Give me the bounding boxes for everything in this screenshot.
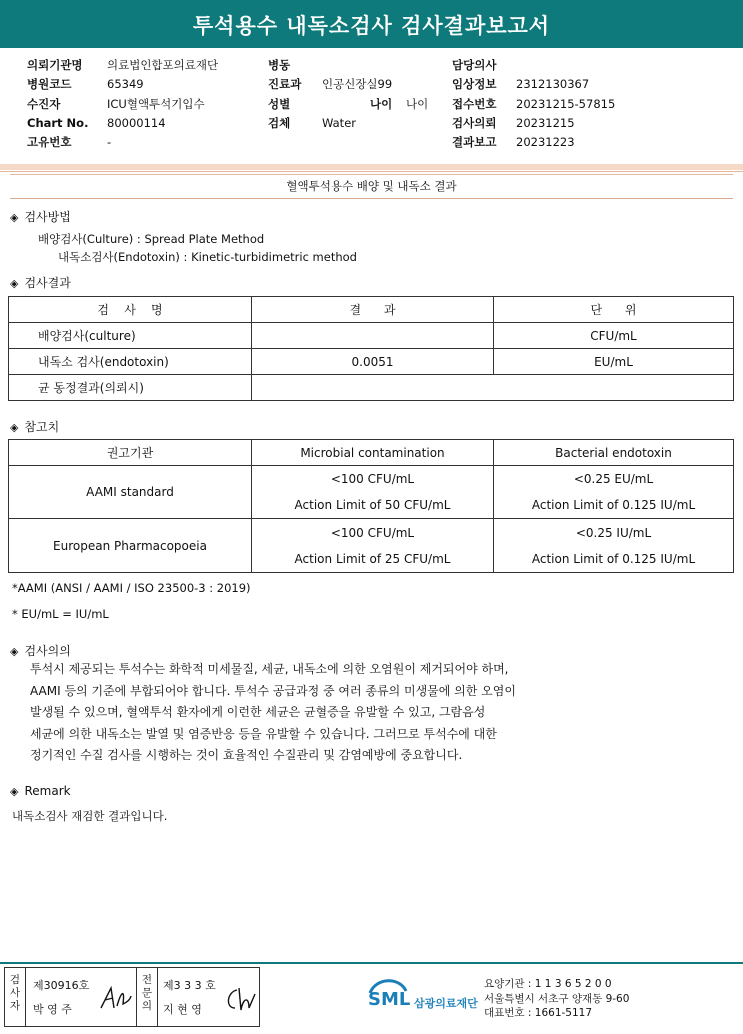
- result-value: [252, 375, 734, 401]
- header-value: 20231215-57815: [516, 96, 616, 111]
- age-value: 나이: [406, 96, 429, 111]
- header-label: 검체: [268, 115, 291, 130]
- remark-text: 내독소검사 재검한 결과입니다.: [12, 809, 168, 823]
- diamond-icon: ◈: [10, 421, 19, 434]
- reference-col-header: 권고기관: [9, 440, 252, 466]
- meaning-line: 투석시 제공되는 투석수는 화학적 미세물질, 세균, 내독소에 의한 오염원이 제거되어야 하며,: [30, 662, 509, 676]
- confirm-license: 제3 3 3 호: [163, 979, 216, 992]
- header-label: 접수번호: [452, 96, 497, 111]
- meaning-paragraph: [30, 659, 516, 767]
- method-heading: ◈ 검사방법: [10, 210, 71, 224]
- results-col-header: 검 사 명: [9, 297, 252, 323]
- micro-action: Action Limit of 50 CFU/mL: [294, 498, 451, 512]
- table-row: [9, 466, 734, 519]
- header-col-3: [452, 56, 615, 152]
- header-value: 2312130367: [516, 77, 590, 92]
- address-line: 대표번호 : 1661-5117: [484, 1007, 593, 1019]
- reference-org: AAMI standard: [9, 466, 252, 519]
- confirm-name: 지 현 영: [163, 1003, 202, 1016]
- diamond-icon: ◈: [10, 785, 19, 798]
- header-label: 병원코드: [27, 77, 72, 92]
- micro-limit: <100 CFU/mL: [330, 472, 415, 486]
- diamond-icon: ◈: [10, 211, 19, 224]
- header-col-2: [268, 56, 429, 133]
- reference-table: [8, 439, 734, 573]
- result-name: 내독소 검사(endotoxin): [9, 349, 252, 375]
- table-row: [9, 323, 734, 349]
- header-divider: [0, 164, 743, 170]
- footer-divider: [0, 962, 743, 964]
- table-row: [9, 349, 734, 375]
- header-divider-line: [10, 174, 733, 175]
- result-unit: CFU/mL: [494, 323, 734, 349]
- result-name: 균 동정결과(의뢰시): [9, 375, 252, 401]
- footer-address: [484, 977, 629, 1021]
- header-label: 담당의사: [452, 58, 497, 72]
- result-value: 0.0051: [252, 349, 494, 375]
- inspector-name: 박 영 주: [33, 1003, 72, 1016]
- header-value: 20231215: [516, 115, 575, 130]
- logo-text: SML: [368, 989, 411, 1010]
- header-col-1: [27, 56, 218, 152]
- reference-col-header: Microbial contamination: [252, 440, 494, 466]
- header-value: -: [107, 135, 112, 150]
- micro-action: Action Limit of 25 CFU/mL: [294, 551, 451, 566]
- header-value: Water: [322, 115, 356, 130]
- reference-heading: ◈ 참고치: [10, 420, 60, 434]
- results-col-header: 단 위: [494, 297, 734, 323]
- method-line: 내독소검사(Endotoxin) : Kinetic-turbidimetric method: [58, 250, 357, 264]
- header-label: 의뢰기관명: [27, 58, 83, 72]
- table-row: [9, 519, 734, 573]
- meaning-heading: ◈ 검사의의: [10, 644, 71, 658]
- remark-heading: ◈ Remark: [10, 784, 71, 798]
- results-col-header: 결 과: [252, 297, 494, 323]
- header-label: 결과보고: [452, 135, 497, 150]
- header-value: 인공신장실99: [322, 77, 393, 92]
- header-label: 검사의뢰: [452, 115, 497, 130]
- endo-action: Action Limit of 0.125 IU/mL: [531, 498, 696, 512]
- diamond-icon: ◈: [10, 277, 19, 290]
- signature-box: [4, 967, 260, 1027]
- reference-org: European Pharmacopoeia: [9, 519, 252, 573]
- header-label: 병동: [268, 58, 291, 72]
- header-value: 20231223: [516, 135, 575, 150]
- inspector-label: 검사자: [5, 968, 26, 1026]
- result-name: 배양검사(culture): [9, 323, 252, 349]
- header-value: 의료법인합포의료재단: [107, 58, 219, 72]
- header-divider-line: [0, 171, 743, 172]
- inspector-license: 제30916호: [33, 979, 90, 992]
- endo-limit: <0.25 IU/mL: [575, 525, 652, 540]
- subtitle-underline: [10, 198, 733, 199]
- report-title: 투석용수 내독소검사 검사결과보고서: [0, 0, 743, 48]
- header-label: 성별: [268, 96, 291, 111]
- age-label: 나이: [370, 96, 393, 111]
- reference-note: * EU/mL = IU/mL: [12, 607, 109, 621]
- address-line: 요양기관 : 1 1 3 6 5 2 0 0: [484, 978, 612, 990]
- header-value: ICU혈액투석기입수: [107, 96, 205, 111]
- address-line: 서울특별시 서초구 양재동 9-60: [484, 992, 630, 1005]
- result-value: [252, 323, 494, 349]
- confirm-label: 전문의: [136, 968, 158, 1026]
- reference-note: *AAMI (ANSI / AAMI / ISO 23500-3 : 2019): [12, 581, 251, 595]
- meaning-line: AAMI 등의 기준에 부합되어야 합니다. 투석수 공급과정 중 여러 종류의 미생물에 의한 오염이: [30, 683, 516, 698]
- confirm-signature: [223, 984, 257, 1014]
- meaning-line: 세균에 의한 내독소는 발열 및 염증반응 등을 유발할 수 있습니다. 그러므로 투석수에 대한: [30, 726, 497, 741]
- inspector-signature: [97, 982, 133, 1014]
- diamond-icon: ◈: [10, 645, 19, 658]
- section-subtitle: 혈액투석용수 배양 및 내독소 결과: [286, 179, 457, 193]
- header-label: Chart No.: [27, 115, 89, 130]
- results-table: [8, 296, 734, 401]
- meaning-line: 정기적인 수질 검사를 시행하는 것이 효율적인 수질관리 및 감염예방에 중요합니다.: [30, 748, 463, 762]
- footer: [4, 967, 739, 1029]
- meaning-line: 발생될 수 있으며, 혈액투석 환자에게 이런한 세균은 균혈증을 유발할 수 있고, 그람음성: [30, 705, 486, 719]
- org-name: 삼광의료재단: [414, 997, 478, 1010]
- header-label: 임상정보: [452, 77, 497, 92]
- method-line: 배양검사(Culture) : Spread Plate Method: [38, 232, 265, 246]
- micro-limit: <100 CFU/mL: [330, 525, 415, 540]
- header-label: 진료과: [268, 77, 302, 92]
- result-unit: EU/mL: [494, 349, 734, 375]
- header-label: 수진자: [27, 96, 61, 111]
- reference-col-header: Bacterial endotoxin: [494, 440, 734, 466]
- header-value: 80000114: [107, 115, 166, 130]
- endo-limit: <0.25 EU/mL: [573, 472, 654, 486]
- endo-action: Action Limit of 0.125 IU/mL: [531, 551, 696, 566]
- header-label: 고유번호: [27, 135, 72, 150]
- table-row: [9, 375, 734, 401]
- header-value: 65349: [107, 77, 144, 92]
- results-heading: ◈ 검사결과: [10, 276, 71, 290]
